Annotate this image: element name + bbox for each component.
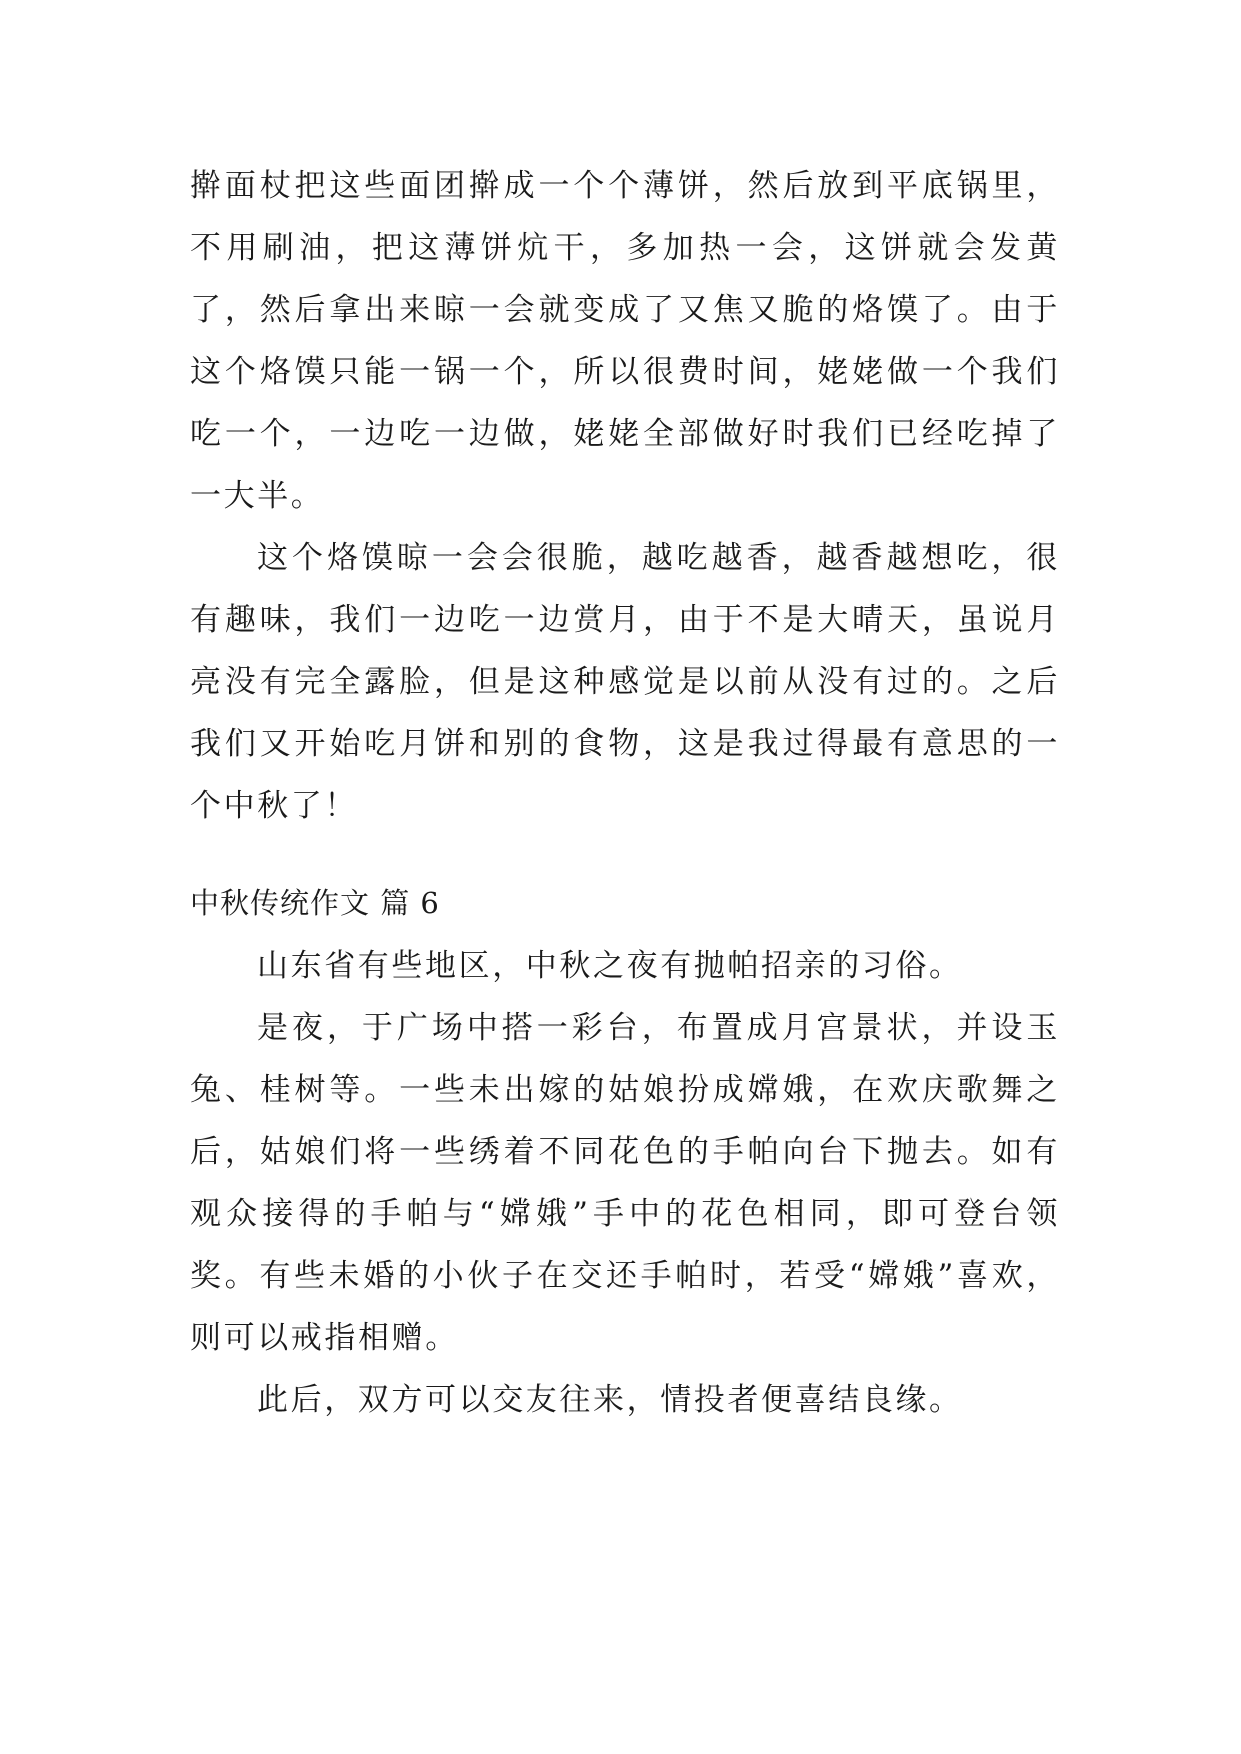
paragraph-custom-detail: 是夜，于广场中搭一彩台，布置成月宫景状，并设玉兔、桂树等。一些未出嫁的姑娘扮成嫦娥，在欢庆歌舞之后，姑娘们将一些绣着不同花色的手帕向台下抛去。如有观众接得的手帕与“嫦娥”手中的花色相同，即可登台领奖。有些未婚的小伙子在交还手帕时，若受“嫦娥”喜欢，则可以戒指相赠。 bbox=[190, 1010, 1060, 1356]
paragraph-custom-intro: 山东省有些地区，中秋之夜有抛帕招亲的习俗。 bbox=[257, 948, 963, 984]
paragraph-continued: 擀面杖把这些面团擀成一个个薄饼，然后放到平底锅里，不用刷油，把这薄饼炕干，多加热一会，这饼就会发黄了，然后拿出来晾一会就变成了又焦又脆的烙馍了。由于这个烙馍只能一锅一个，所以很费时间，姥姥做一个我们吃一个，一边吃一边做，姥姥全部做好时我们已经吃掉了一大半。 bbox=[190, 168, 1060, 514]
paragraph-laomo: 这个烙馍晾一会会很脆，越吃越香，越香越想吃，很有趣味，我们一边吃一边赏月，由于不是大晴天，虽说月亮没有完全露脸，但是这种感觉是以前从没有过的。之后我们又开始吃月饼和别的食物，这是我过得最有意思的一个中秋了！ bbox=[190, 540, 1060, 824]
document-page bbox=[190, 155, 1060, 1431]
section-heading: 中秋传统作文 篇 6 bbox=[190, 886, 440, 920]
paragraph-custom-ending: 此后，双方可以交友往来，情投者便喜结良缘。 bbox=[257, 1382, 963, 1418]
